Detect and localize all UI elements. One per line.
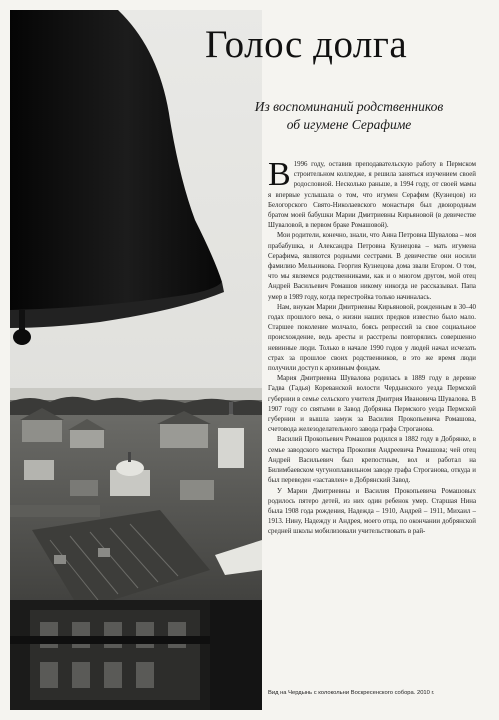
article-title: Голос долга <box>205 23 408 66</box>
paragraph-text: 1996 году, оставив преподавательскую работу в Пермском строительном колледже, я решила заняться изучением своей родословной. Несколько раньше, в 1994 году, от своей мамы я впервые услышала о том, что игумен Серафим (Кузнецов) из Белогорского Свято-Николаевского монастыря был двоюродным братом моей бабушки Марии Дмитриевны Кирьяновой (в девичестве Шуваловой, в первом браке Ромашовой). <box>268 161 476 230</box>
subtitle-line-2: об игумене Серафиме <box>286 117 412 132</box>
drop-cap: В <box>268 160 291 193</box>
article-body <box>268 160 476 680</box>
body-paragraph: Мария Дмитриевна Шувалова родилась в 1889 году в деревне Гадва (Гадья) Кореванской волости Чердынского уезда Пермской губернии в семье сельского учителя Дмитрия Ивановича Шувалова. В 1907 году со святыми в Завод Добрянка Пермского уезда Пермской губернии и вышла замуж за Василия Прокопьевича Ромашова, счетовода железоделательного завода графа Строганова. <box>268 375 476 434</box>
body-paragraph <box>268 160 476 231</box>
body-paragraph: Мои родители, конечно, знали, что Анна Петровна Шувалова – моя прабабушка, и Александра Петровна Кузнецова – мать игумена Серафима, являются родными сестрами. В девичестве они носили фамилию Мельникова. Георгия Кузнецова дома звали Егором. О том, что мы являемся родственниками, как и о многом другом, мой отец Андрей Васильевич Ромашов никому никогда не рассказывал. Папа умер в 1989 году, когда перестройка только начиналась. <box>268 232 476 301</box>
body-paragraph: Нам, внукам Марии Дмитриевны Кирьяновой, рожденным в 30–40 годах прошлого века, о жизни наших предков известно было мало. Старшее поколение молчало, боясь репрессий за свое социальное происхождение, ведь аресты и расстрелы повторялись совершенно невинные люди. Только в начале 1990 годов у людей начал исчезать страх за прошлое своих родственников, в это же время люди получили доступ к архивным фондам. <box>268 303 476 373</box>
photo-caption: Вид на Чердынь с колокольни Воскресенского собора. 2010 г. <box>268 690 435 696</box>
article-subtitle <box>214 98 484 134</box>
body-paragraph: У Марии Дмитриевны и Василия Прокопьевича Ромашовых родилось пятеро детей, из них один ребенок умер. Старшая Нина была 1908 года рождения, Надежда – 1910, Андрей – 1911, Михаил – 1913. Нину, Надежду и Андрея, моего отца, по окончании добрянской средней школы мобилизовали учительствовать в рай- <box>268 487 476 536</box>
body-paragraph: Василий Прокопьевич Ромашов родился в 1882 году в Добрянке, в семье заводского мастера Прокопия Андреевича Ромашова; чей отец Андрей Васильевич был крепостным, вол и работал на Билимбаевском чугуноплавильном заводе графа Строганова, откуда и был переведен «заставлен» в Добрянский Завод. <box>268 436 476 485</box>
subtitle-line-1: Из воспоминаний родственников <box>254 99 444 114</box>
